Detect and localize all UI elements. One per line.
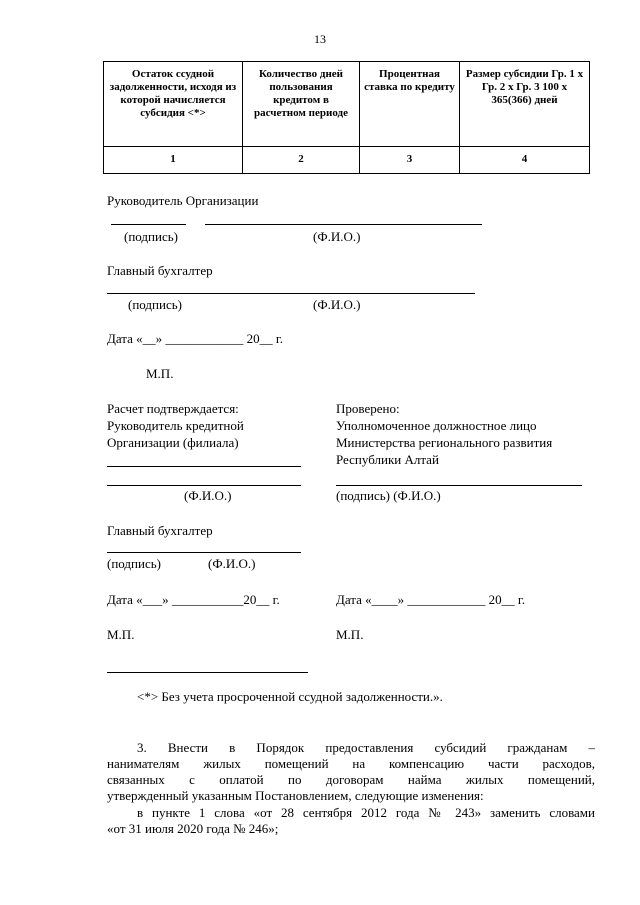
name-line (205, 224, 482, 225)
table-number-row (104, 147, 590, 174)
footnote-separator (107, 672, 308, 673)
signature-line (336, 485, 582, 486)
official-label: Уполномоченное должностное лицо (336, 418, 537, 433)
signature-caption: (подпись) (128, 297, 182, 312)
chief-accountant-title: Главный бухгалтер (107, 523, 213, 538)
signature-line (107, 293, 475, 294)
paragraph-line: «от 31 июля 2020 года № 246»; (107, 821, 279, 836)
name-caption: (Ф.И.О.) (313, 297, 361, 312)
paragraph-line: связанных с оплатой по договорам найма жилых помещений, (107, 772, 595, 787)
stamp-place: М.П. (336, 627, 364, 642)
paragraph-line: нанимателям жилых помещений на компенсацию части расходов, (107, 756, 595, 771)
paragraph-line: 3. Внести в Порядок предоставления субсидий гражданам – (137, 740, 595, 755)
paragraph-3 (107, 740, 595, 804)
table-column-number: 2 (243, 147, 360, 174)
republic-label: Республики Алтай (336, 452, 439, 467)
paragraph-line: в пункте 1 слова «от 28 сентября 2012 года № 243» заменить словами (137, 805, 595, 820)
stamp-place: М.П. (146, 366, 174, 381)
subsidy-table (103, 61, 590, 174)
signature-caption: (подпись) (107, 556, 161, 571)
table-column-number: 3 (360, 147, 460, 174)
signature-line (107, 466, 301, 467)
bank-organization-label: Организации (филиала) (107, 435, 239, 450)
page-number: 13 (314, 32, 326, 46)
signature-caption: (подпись) (124, 229, 178, 244)
table-header-cell: Остаток ссудной задолженности, исходя из которой начисляется субсидия <*> (104, 62, 243, 147)
signature-line (111, 224, 186, 225)
signature-line (107, 552, 301, 553)
signature-name-caption: (подпись) (Ф.И.О.) (336, 488, 441, 503)
date-field: Дата «___» ___________20__ г. (107, 592, 280, 607)
head-of-organization-title: Руководитель Организации (107, 193, 259, 208)
name-caption: (Ф.И.О.) (184, 488, 232, 503)
name-caption: (Ф.И.О.) (208, 556, 256, 571)
chief-accountant-title: Главный бухгалтер (107, 263, 213, 278)
confirmation-label: Расчет подтверждается: (107, 401, 239, 416)
table-column-number: 1 (104, 147, 243, 174)
bank-head-label: Руководитель кредитной (107, 418, 244, 433)
paragraph-4 (107, 805, 595, 837)
verified-label: Проверено: (336, 401, 400, 416)
footnote: <*> Без учета просроченной ссудной задолженности.». (137, 689, 443, 704)
date-field: Дата «____» ____________ 20__ г. (336, 592, 526, 607)
table-header-cell: Количество дней пользования кредитом в расчетном периоде (243, 62, 360, 147)
paragraph-line: утвержденный указанным Постановлением, следующие изменения: (107, 788, 484, 803)
name-line (107, 485, 301, 486)
stamp-place: М.П. (107, 627, 135, 642)
table-header-row (104, 62, 590, 147)
date-field: Дата «__» ____________ 20__ г. (107, 331, 284, 346)
table-header-cell: Размер субсидии Гр. 1 x Гр. 2 x Гр. 3 100 x 365(366) дней (460, 62, 590, 147)
table-column-number: 4 (460, 147, 590, 174)
ministry-label: Министерства регионального развития (336, 435, 553, 450)
table-header-cell: Процентная ставка по кредиту (360, 62, 460, 147)
name-caption: (Ф.И.О.) (313, 229, 361, 244)
